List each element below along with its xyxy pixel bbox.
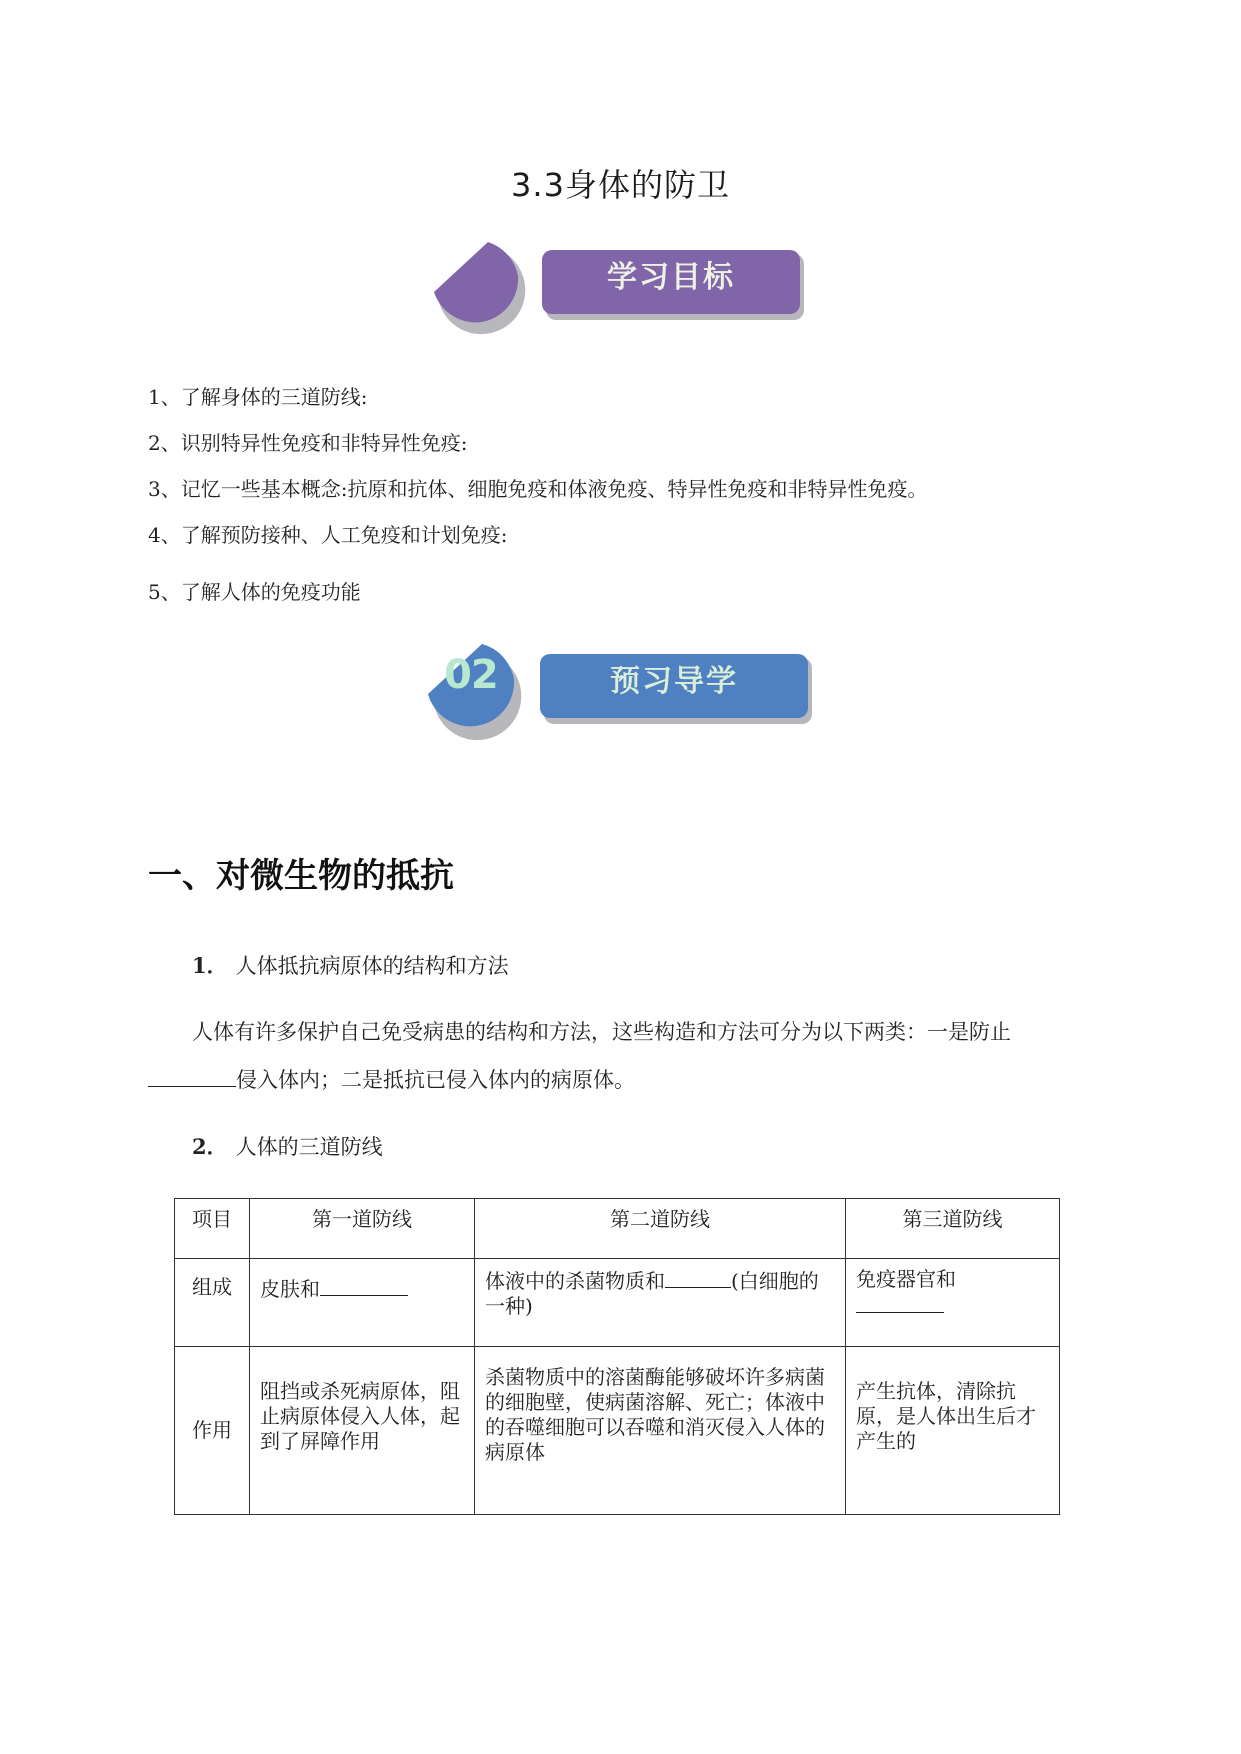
subsection-title: 人体抵抗病原体的结构和方法	[235, 954, 509, 978]
objective-item: 1、了解身体的三道防线:	[148, 385, 368, 409]
paragraph	[148, 1008, 1088, 1104]
fill-blank[interactable]	[665, 1267, 731, 1288]
defense-lines-table	[174, 1198, 1060, 1515]
subsection-heading	[192, 950, 509, 980]
objective-item: 5、了解人体的免疫功能	[148, 580, 361, 604]
table-header-cell: 第三道防线	[846, 1199, 1060, 1259]
page-title: 3.3身体的防卫	[511, 166, 730, 204]
objective-item: 4、了解预防接种、人工免疫和计划免疫:	[148, 523, 508, 547]
preview-banner	[424, 638, 824, 742]
subsection-heading	[192, 1131, 383, 1161]
subsection-number: 1．	[192, 953, 228, 978]
objectives-banner-label: 学习目标	[607, 260, 735, 295]
table-row	[175, 1259, 1060, 1347]
table-header-cell: 第二道防线	[475, 1199, 846, 1259]
paragraph-line-2	[148, 1056, 1088, 1104]
section-heading: 一、对微生物的抵抗	[148, 856, 454, 896]
table-row-label: 组成	[175, 1259, 250, 1347]
table-row	[175, 1199, 1060, 1259]
table-cell: 阻挡或杀死病原体，阻止病原体侵入人体，起到了屏障作用	[250, 1347, 475, 1515]
table-cell: 免疫器官和	[846, 1259, 1060, 1347]
fill-blank[interactable]	[148, 1066, 236, 1087]
table-cell: 杀菌物质中的溶菌酶能够破坏许多病菌的细胞壁，使病菌溶解、死亡；体液中的吞噬细胞可以吞噬和消灭侵入人体的病原体	[475, 1347, 846, 1515]
fill-blank[interactable]	[320, 1275, 408, 1296]
table-row-label: 作用	[175, 1347, 250, 1515]
subsection-title: 人体的三道防线	[235, 1135, 383, 1159]
table-cell: 体液中的杀菌物质和 (白细胞的一种)	[475, 1259, 846, 1347]
fill-blank[interactable]	[856, 1292, 944, 1313]
table-header-cell: 项目	[175, 1199, 250, 1259]
objective-item: 2、识别特异性免疫和非特异性免疫:	[148, 431, 468, 455]
subsection-number: 2．	[192, 1134, 228, 1159]
preview-number: 02	[444, 652, 498, 698]
objectives-quarter-circle-icon	[430, 236, 550, 336]
table-cell: 产生抗体，清除抗原，是人体出生后才产生的	[846, 1347, 1060, 1515]
table-row	[175, 1347, 1060, 1515]
preview-banner-label: 预习导学	[610, 664, 738, 699]
objective-item: 3、记忆一些基本概念:抗原和抗体、细胞免疫和体液免疫、特异性免疫和非特异性免疫。	[148, 477, 928, 501]
table-cell: 皮肤和	[250, 1259, 475, 1347]
paragraph-line-1: 人体有许多保护自己免受病患的结构和方法，这些构造和方法可分为以下两类：一是防止	[192, 1020, 1011, 1044]
table-header-cell: 第一道防线	[250, 1199, 475, 1259]
paragraph-line-2-text: 侵入体内；二是抵抗已侵入体内的病原体。	[236, 1068, 635, 1092]
objectives-banner	[430, 236, 816, 336]
